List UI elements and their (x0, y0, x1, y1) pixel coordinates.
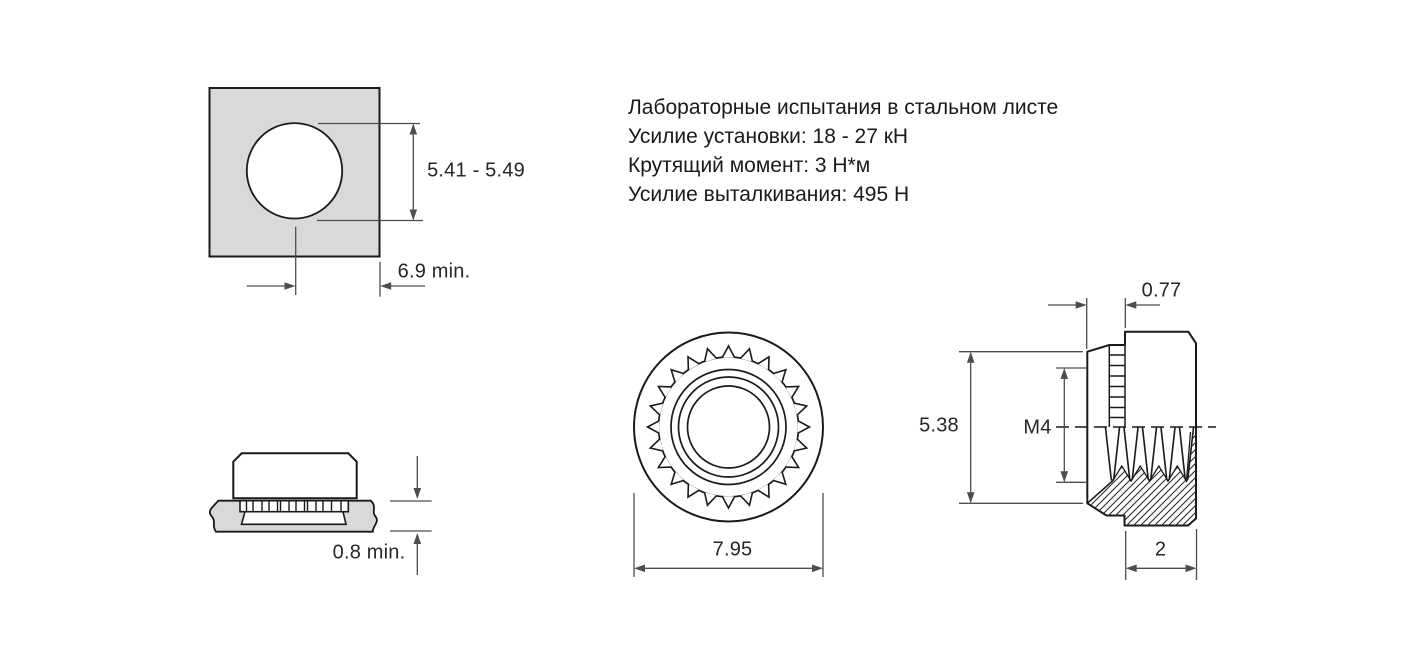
arrow-left-icon (634, 565, 645, 573)
edge-distance-label: 6.9 min. (397, 260, 471, 283)
mounting-hole (247, 123, 342, 218)
thread-diameter-dimension (1056, 368, 1086, 482)
section-view (959, 298, 1216, 580)
info-line-pushout: Усилие выталкивания: 495 Н (628, 183, 910, 206)
sheet-thickness-label: 0.8 min. (332, 541, 406, 564)
thread-outer-circle (679, 377, 779, 477)
arrow-up-icon (410, 124, 418, 135)
info-line-title: Лабораторные испытания в стальном листе (628, 96, 1059, 119)
arrow-right-icon (812, 565, 823, 573)
arrow-right-icon (1076, 301, 1087, 309)
arrow-down-icon (410, 210, 418, 221)
thread-size-label: M4 (1023, 416, 1052, 439)
arrow-left-icon (380, 282, 391, 290)
info-line-torque: Крутящий момент: 3 Н*м (628, 154, 871, 177)
arrow-up-icon (414, 533, 422, 544)
body-outer-circle (634, 333, 823, 522)
lab-test-info-block (628, 93, 1058, 209)
shank-diameter-label: 5.38 (919, 414, 959, 437)
arrow-down-icon (414, 488, 422, 499)
arrow-up-icon (967, 352, 975, 363)
outer-diameter-label: 7.95 (712, 538, 753, 561)
arrow-down-icon (967, 492, 975, 503)
nut-body-side (233, 453, 356, 498)
arrow-right-icon (285, 282, 296, 290)
arrow-left-icon (1125, 301, 1136, 309)
shank-height-label: 0.77 (1141, 279, 1182, 302)
body-width-label: 2 (1154, 538, 1167, 561)
info-line-install-force: Усилие установки: 18 - 27 кН (628, 125, 909, 148)
clinch-zone (242, 512, 347, 525)
arrow-right-icon (1186, 565, 1197, 573)
hole-layout-view (210, 88, 426, 297)
arrow-down-icon (1061, 471, 1069, 482)
arrow-left-icon (1126, 565, 1137, 573)
arrow-up-icon (1061, 368, 1069, 379)
hole-diameter-label: 5.41 - 5.49 (427, 159, 525, 182)
bore-circle (688, 386, 770, 468)
